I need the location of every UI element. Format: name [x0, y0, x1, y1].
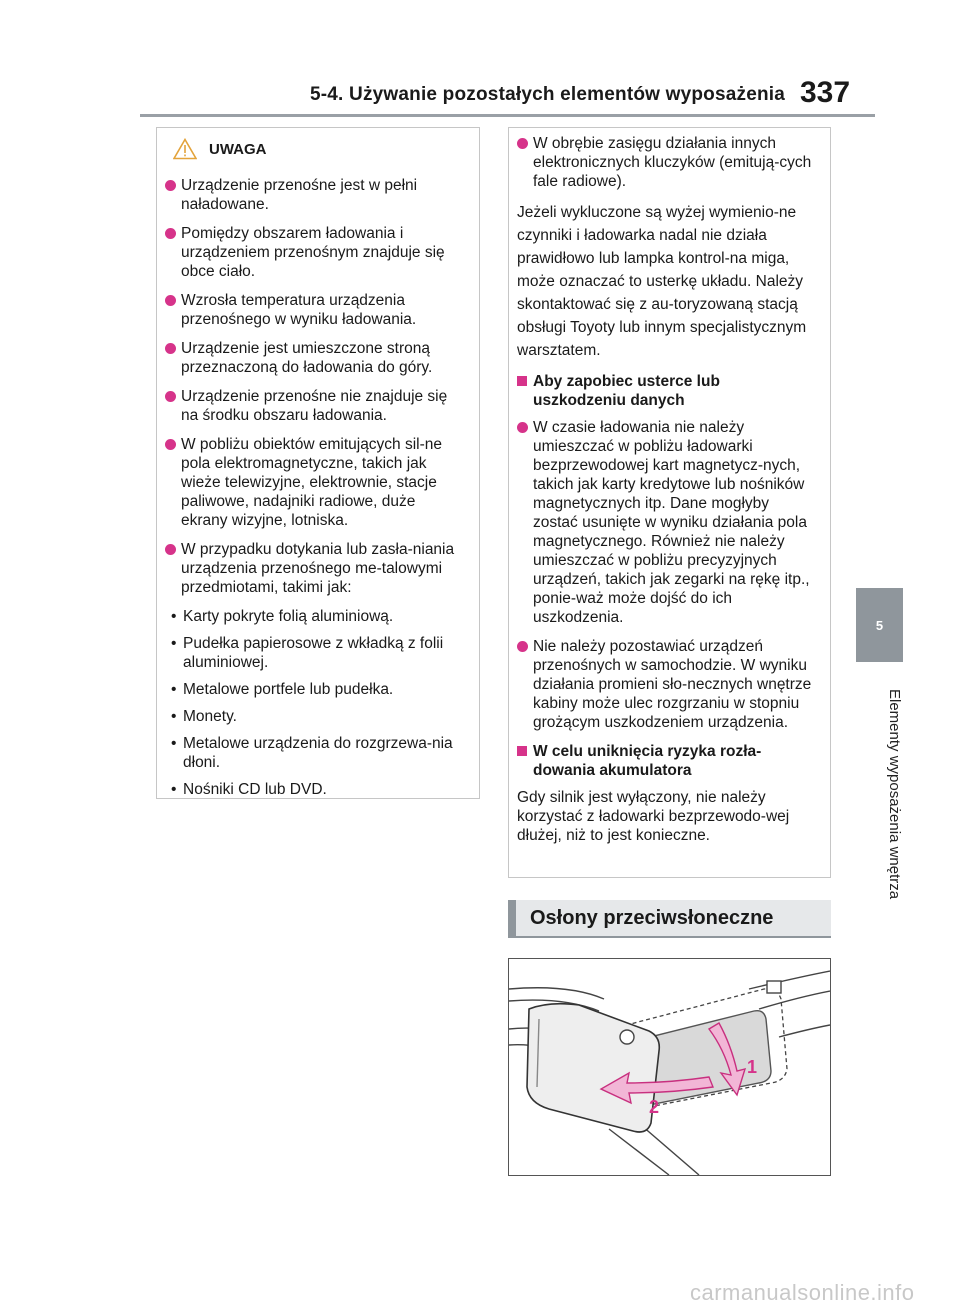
list-item: W czasie ładowania nie należy umieszczać w pobliżu ładowarki bezprzewodowej kart magnetycz-nych, takich jak karty kredytowe lub nośników magnetycznych itp. Dane mogłyby zostać usunięte w wyniku działania pola magnetycznego. Również nie należy umieszczać w pobliżu precyzyjnych urządzeń, takich jak zegarki na rękę itp., ponie-waż może dojść do ich uszkodzenia. — [517, 418, 816, 627]
subheading-battery: W celu uniknięcia ryzyka rozła-dowania akumulatora — [517, 742, 816, 780]
warning-box-continued — [508, 127, 831, 878]
sub-list-item: • Metalowe portfele lub pudełka. — [167, 680, 465, 699]
sub-list-item: • Karty pokryte folią aluminiową. — [167, 607, 465, 626]
header-rule — [140, 114, 875, 117]
square-bullet-icon — [517, 376, 527, 386]
list-item: W przypadku dotykania lub zasła-niania urządzenia przenośnego me-talowymi przedmiotami, takimi jak: — [165, 540, 465, 597]
bullet-dot-icon — [517, 138, 528, 149]
bullet-dot-icon — [517, 641, 528, 652]
bullet-dot-icon — [165, 544, 176, 555]
sun-visor-drawing — [509, 959, 830, 1175]
watermark: carmanualsonline.info — [690, 1280, 915, 1305]
subheading-damage: Aby zapobiec usterce lub uszkodzeniu danych — [517, 372, 816, 410]
bullet-dot-icon — [517, 422, 528, 433]
bullet-dot-icon — [165, 391, 176, 402]
section-title: Osłony przeciwsłoneczne — [530, 906, 774, 929]
list-item: Urządzenie przenośne jest w pełni naładowane. — [165, 176, 465, 214]
bullet-dot-icon — [165, 228, 176, 239]
bullet-dot-icon — [165, 439, 176, 450]
paragraph: Gdy silnik jest wyłączony, nie należy korzystać z ładowarki bezprzewodo-wej dłużej, niż to jest konieczne. — [517, 789, 790, 844]
warning-header — [173, 138, 479, 160]
warning-label: UWAGA — [209, 140, 267, 158]
callout-1: 1 — [747, 1057, 758, 1077]
callout-2: 2 — [649, 1097, 660, 1117]
sub-list-item: • Monety. — [167, 707, 465, 726]
list-item: Nie należy pozostawiać urządzeń przenośnych w samochodzie. W wyniku działania promieni sło-necznych wnętrze kabiny może ulec rozgrzaniu w stopniu grożącym uszkodzeniem urządzenia. — [517, 637, 816, 732]
list-item: Urządzenie jest umieszczone stroną przeznaczoną do ładowania do góry. — [165, 339, 465, 377]
section-heading-bar — [508, 900, 831, 938]
list-item: W obrębie zasięgu działania innych elektronicznych kluczyków (emitują-cych fale radiowe). — [517, 134, 816, 191]
bullet-dot-icon — [165, 295, 176, 306]
list-item: Wzrosła temperatura urządzenia przenośnego w wyniku ładowania. — [165, 291, 465, 329]
list-item: W pobliżu obiektów emitujących sil-ne pola elektromagnetyczne, takich jak wieże telewizyjne, elektrownie, stacje paliwowe, nadajniki radiowe, duże ekrany wizyjne, lotniska. — [165, 435, 465, 530]
bullet-dot-icon — [165, 180, 176, 191]
header-section-title: 5-4. Używanie pozostałych elementów wyposażenia — [310, 84, 786, 105]
page-number: 337 — [800, 76, 851, 109]
chapter-tab — [856, 588, 903, 662]
sub-list-item: • Nośniki CD lub DVD. — [167, 780, 465, 799]
sun-visor-illustration — [508, 958, 831, 1176]
chapter-number: 5 — [875, 617, 884, 633]
bullet-dot-icon — [165, 343, 176, 354]
list-item: Pomiędzy obszarem ładowania i urządzeniem przenośnym znajduje się obce ciało. — [165, 224, 465, 281]
square-bullet-icon — [517, 746, 527, 756]
sub-list-item: • Pudełka papierosowe z wkładką z folii aluminiowej. — [167, 634, 465, 672]
warning-triangle-icon — [173, 138, 197, 160]
list-item: Urządzenie przenośne nie znajduje się na środku obszaru ładowania. — [165, 387, 465, 425]
paragraph: Jeżeli wykluczone są wyżej wymienio-ne czynniki i ładowarka nadal nie działa prawidłowo lub lampka kontrol-na miga, może oznaczać to usterkę układu. Należy skontaktować się z au-toryzowaną stacją obsługi Toyoty lub innym specjalistycznym warsztatem. — [517, 204, 807, 359]
sub-list-item: • Metalowe urządzenia do rozgrzewa-nia dłoni. — [167, 734, 465, 772]
chapter-label: Elementy wyposażenia wnętrza — [886, 688, 903, 900]
warning-box — [156, 127, 480, 799]
